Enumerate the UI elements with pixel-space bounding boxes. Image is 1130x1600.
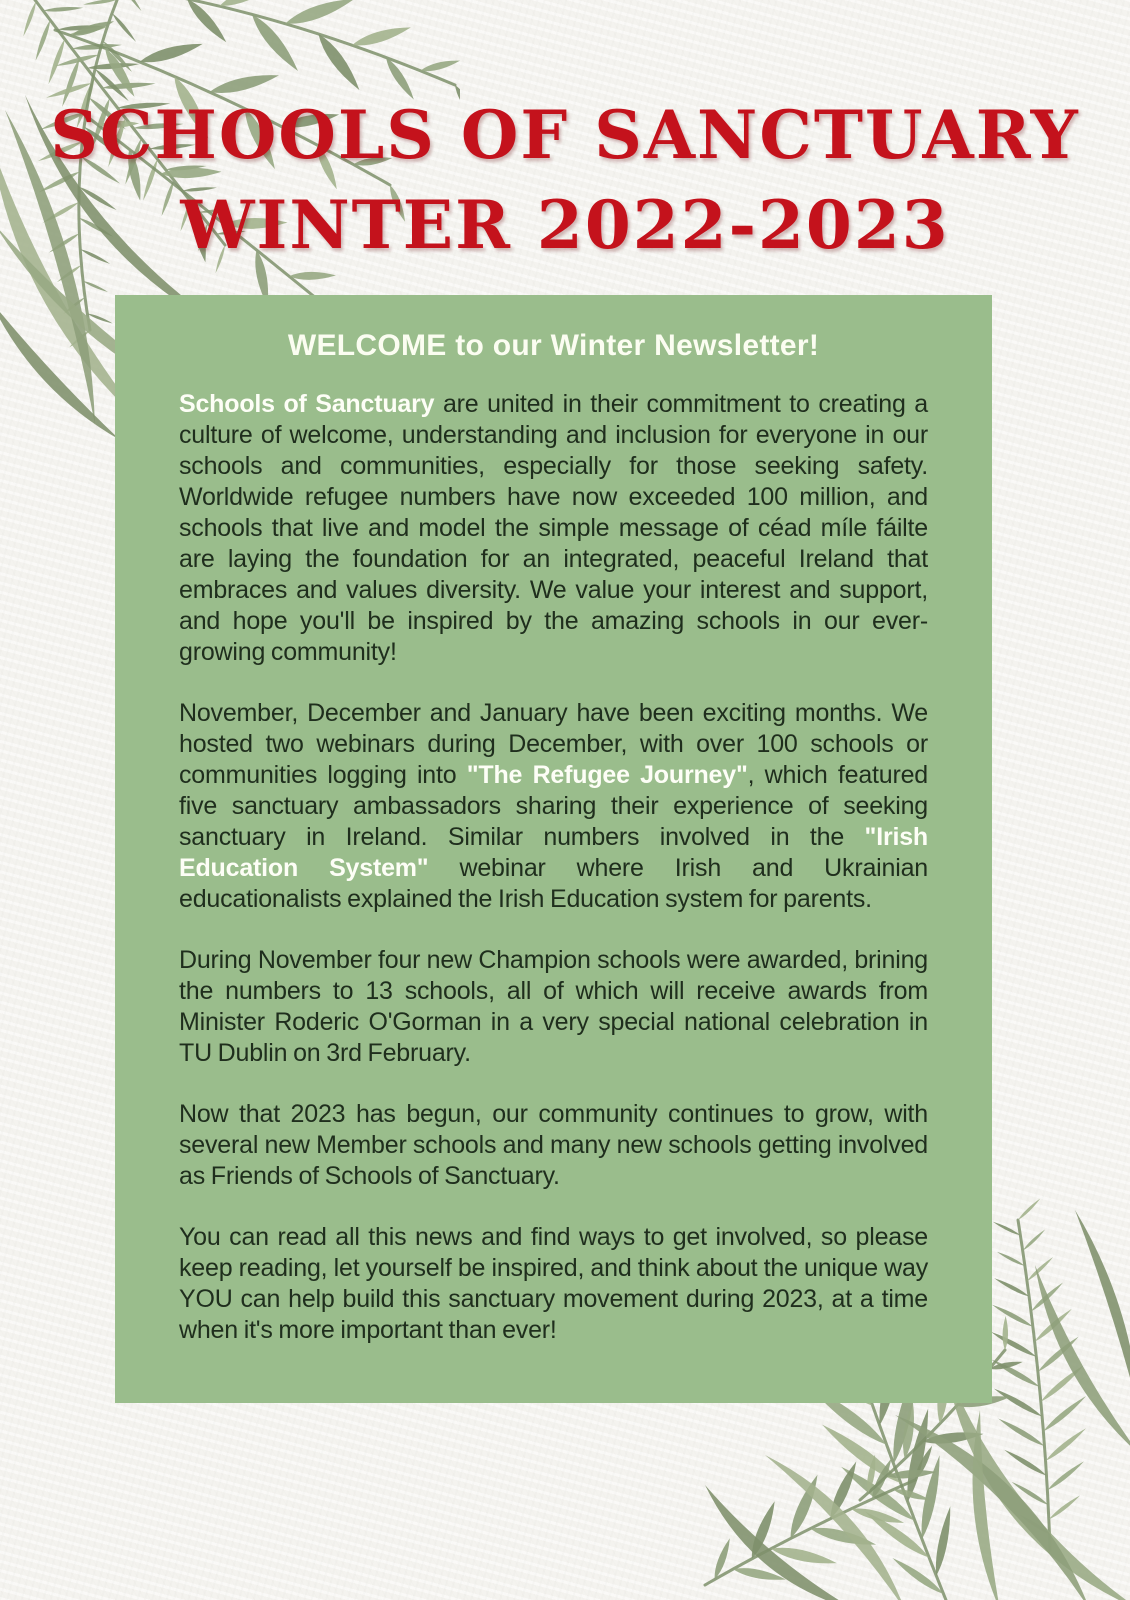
text-segment: During November four new Champion schools were awarded, brining the numbers to 13 schools, all of which will receive awards from Minister Roderic O'Gorman in a very special national celebration in TU Dublin on 3rd February. [179,946,928,1067]
welcome-heading: WELCOME to our Winter Newsletter! [287,329,820,362]
title-line-2: WINTER 2022-2023 [180,186,950,264]
paragraph-champion-schools [179,945,928,1069]
text-segment: are united in their commitment to creating a culture of welcome, understanding and inclusion for everyone in our schools and communities, especially for those seeking safety. Worldwide refugee numbers have now exceeded 100 million, and schools that live and model the simple message of céad míle fáilte are laying the foundation for an integrated, peaceful Ireland that embraces and values diversity. We value your interest and support, and hope you'll be inspired by the amazing schools in our ever-growing community! [179,390,928,666]
highlight-segment: "The Refugee Journey" [466,761,748,789]
newsletter-title [0,90,1130,270]
welcome-section [115,295,992,1403]
paragraph-get-involved [179,1222,928,1346]
text-segment: webinar where Irish and Ukrainian educationalists explained the Irish Education system for parents. [179,854,928,913]
paragraph-intro [179,389,928,668]
text-segment: Now that 2023 has begun, our community continues to grow, with several new Member schools and many new schools getting involved as Friends of Schools of Sanctuary. [179,1100,928,1190]
text-segment: You can read all this news and find ways to get involved, so please keep reading, let yourself be inspired, and think about the unique way YOU can help build this sanctuary movement during 2023, at a time when it's more important than ever! [179,1223,928,1344]
text-segment: , which featured five sanctuary ambassadors sharing their experience of seeking sanctuary in Ireland. Similar numbers involved in the [179,761,929,851]
highlight-segment: Schools of Sanctuary [179,390,435,418]
paragraph-webinars [179,698,928,915]
text-segment: November, December and January have been exciting months. We hosted two webinars during December, with over 100 schools or communities logging into [179,699,928,789]
paragraph-community-growth [179,1099,928,1192]
highlight-segment: "Irish Education System" [179,823,928,882]
newsletter-body [179,389,928,1346]
title-line-1: SCHOOLS OF SANCTUARY [50,96,1080,174]
